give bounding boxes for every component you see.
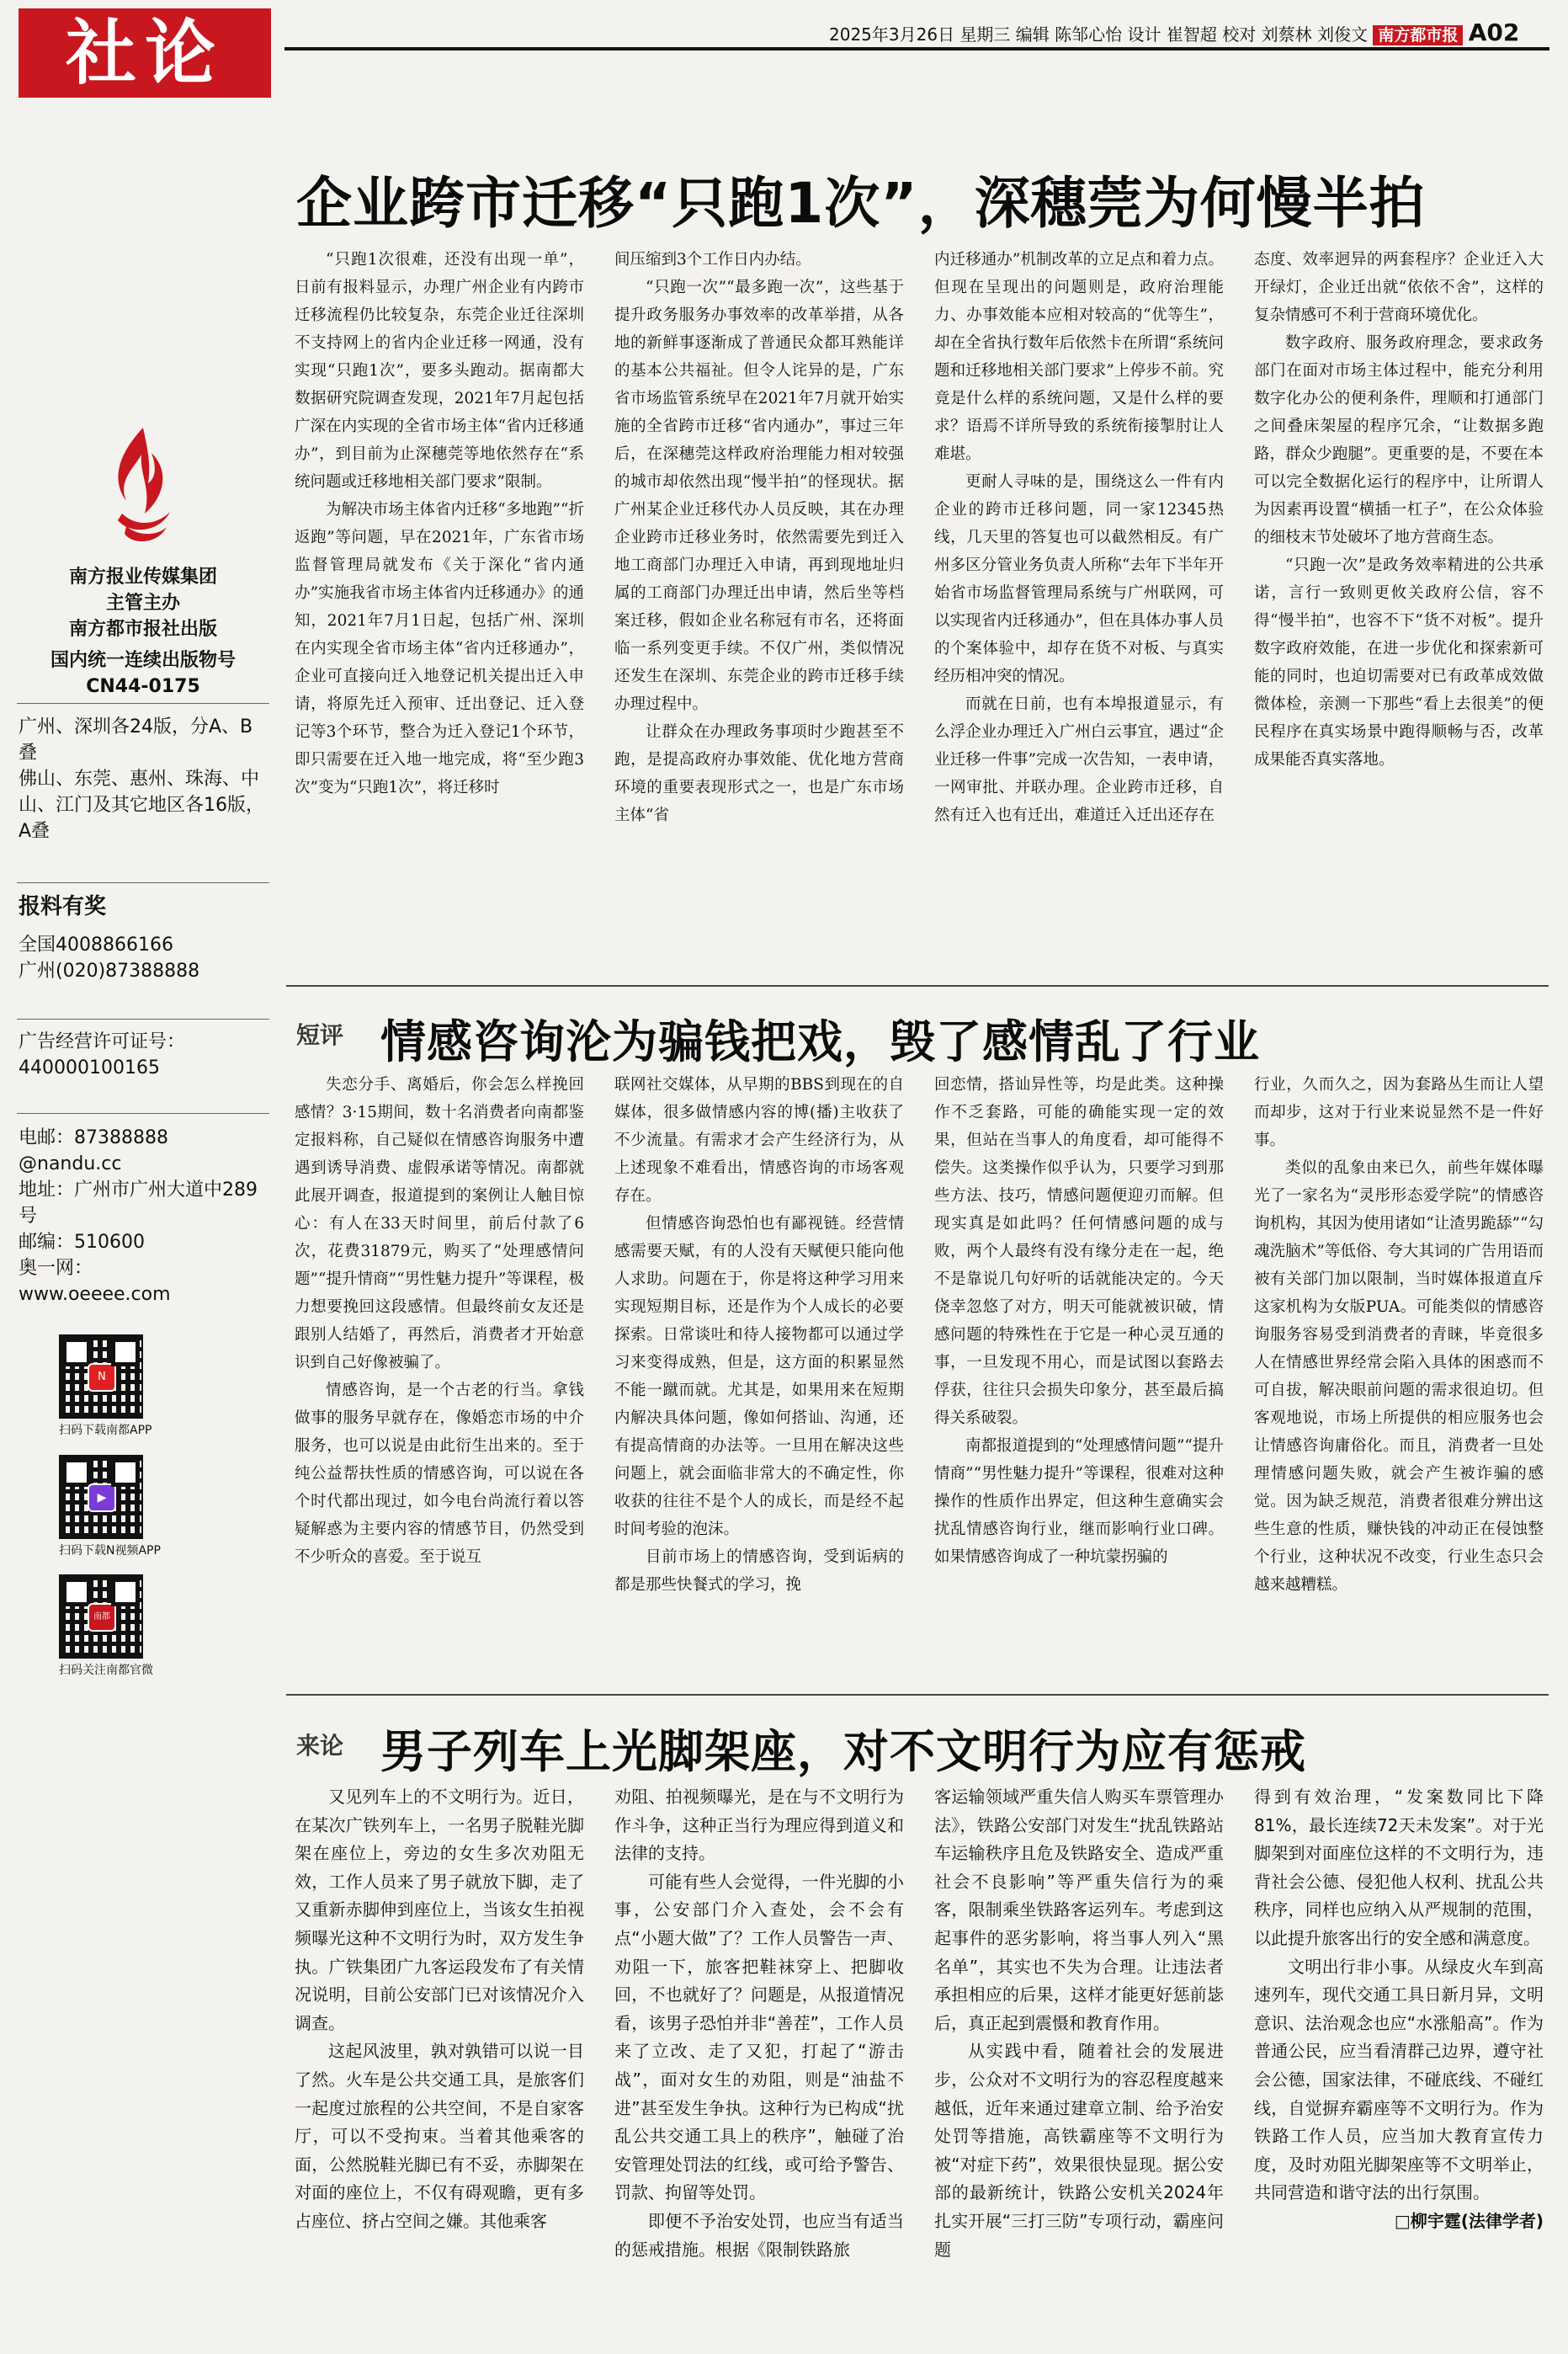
paragraph: 情感咨询，是一个古老的行当。拿钱做事的服务早就存在，像婚恋市场的中介服务，也可以说是由此衍生出来的。至于纯公益帮扶性质的情感咨询，可以说在各个时代都出现过，如今电台尚流行着以答疑解惑为主要内容的情感节目，仍然受到不少听众的喜爱。至于说互 [295,1382,584,1566]
contact-line: 电邮：87388888 [19,1127,168,1148]
article-3-label: 来论 [296,1732,344,1760]
article-2-title: 情感咨询沦为骗钱把戏，毁了感情乱了行业 [380,1015,1260,1068]
publisher-line: 南方报业传媒集团 [68,567,217,588]
paragraph: “只跑1次很难，还没有出现一单”，日前有报料显示，办理广州企业有内跨市迁移流程仍比较复杂，东莞企业迁往深圳不支持网上的省内企业迁移一网通，没有实现“只跑1次”，要多头跑动。据南都大数据研究院调查发现，2021年7月起包括广深在内实现的全省市场主体“省内迁移通办”，到目前为止深穗莞等地依然存在“系统问题或迁移地相关部门要求”限制。 [295,251,584,491]
serial-lines [17,647,269,700]
sidebar-divider [17,1113,269,1114]
article-3-col-3 [934,1783,1224,2330]
paragraph: 类似的乱象由来已久，前些年媒体曝光了一家名为“灵彤形态爱学院”的情感咨询机构，其因为使用诸如“让渣男跪舔”“勾魂洗脑术”等低俗、夸大其词的广告用语而被有关部门加以限制，当时媒体报道直斥这家机构为女版PUA。可能类似的情感咨询服务容易受到消费者的青睐，毕竟很多人在情感世界经常会陷入具体的困惑而不可自拔，解决眼前问题的需求很迫切。但客观地说，市场上所提供的相应服务也会让情感咨询庸俗化。而且，消费者一旦处理情感问题失败，就会产生被诈骗的感觉。因为缺乏规范，消费者很难分辨出这些生意的性质，赚快钱的冲动正在侵蚀整个行业，这种状况不改变，行业生态只会越来越糟糕。 [1254,1159,1544,1594]
article-2-col-4 [1254,1071,1544,1677]
paragraph: 更耐人寻味的是，围绕这么一件有内企业的跨市迁移问题，同一家12345热线，几天里的答复也可以截然相反。有广州多区分管业务负责人所称“去年下半年开始省市场监督管理局系统与广州联网，可以实现省内迁移通办”，但在具体办事人员的个案体验中，却存在货不对板、与真实经历相冲突的情况。 [934,473,1224,685]
article-2-col-3 [934,1071,1224,1677]
qr-code-video[interactable] [59,1455,143,1539]
paragraph: 文明出行非小事。从绿皮火车到高速列车，现代交通工具日新月异，文明意识、法治观念也应“水涨船高”。作为普通公民，应当看清群己边界，遵守社会公德，国家法律，不碰底线、不碰红线，自觉摒弃霸座等不文明行为。作为铁路工作人员，应当加大教育宣传力度，及时劝阻光脚架座等不文明举止，共同营造和谐守法的出行氛围。 [1254,1956,1544,2203]
section-divider [286,1694,1549,1696]
paragraph: 南都报道提到的“处理感情问题”“提升情商”“男性魅力提升”等课程，很难对这种操作的性质作出界定，但这种生意确实会扰乱情感咨询行业，继而影响行业口碑。如果情感咨询成了一种坑蒙拐骗的 [934,1437,1224,1566]
article-3-title: 男子列车上光脚架座，对不文明行为应有惩戒 [380,1725,1306,1778]
page-number: A02 [1468,19,1520,46]
paragraph: 从实践中看，随着社会的发展进步，公众对不文明行为的容忍程度越来越低，近年来通过建章立制、给予治安处罚等措施，高铁霸座等不文明行为被“对症下药”，效果很快显现。据公安部的最新统计，铁路公安机关2024年扎实开展“三打三防”专项行动，霸座问题 [934,2041,1224,2260]
publisher-block [17,421,269,700]
qr-badge: N [88,1363,116,1392]
paragraph: 但情感咨询恐怕也有鄙视链。经营情感需要天赋，有的人没有天赋便只能向他人求助。问题在于，你是将这种学习用来实现短期目标，还是作为个人成长的必要探索。日常谈吐和待人接物都可以通过学习来变得成熟，但是，这方面的积累显然不能一蹴而就。尤其是，如果用来在短期内解决具体问题，像如何搭讪、沟通，还有提高情商的办法等。一旦用在解决这些问题上，就会面临非常大的不确定性，你收获的往往不是个人的成长，而是经不起时间考验的泡沫。 [614,1215,904,1538]
article-2-col-1 [295,1071,584,1677]
report-block [19,894,271,984]
byline: □柳宇霆(法律学者) [1394,2210,1544,2231]
serial-line: CN44-0175 [86,676,200,697]
ad-license-block [19,1029,271,1081]
report-line: 全国4008866166 [19,935,173,956]
page-meta [829,19,1519,46]
paragraph: “只跑一次”“最多跑一次”，这些基于提升政务服务办事效率的改革举措，从各地的新鲜事逐渐成了普通民众都耳熟能详的基本公共福祉。但令人诧异的是，广东省市场监管系统早在2021年7月就开始实施的全省跨市迁移“省内通办”，事过三年后，在深穗莞这样政府治理能力相对较强的城市却依然出现“慢半拍”的怪现状。据广州某企业迁移代办人员反映，其在办理企业跨市迁移业务时，依然需要先到迁入地工商部门办理迁入申请，再到现地址归属的工商部门办理迁出申请，然后坐等档案迁移，假如企业名称冠有市名，还将面临一系列变更手续。不仅广州，类似情况还发生在深圳、东莞企业的跨市迁移手续办理过程中。 [614,279,904,713]
article-3-col-1 [295,1783,584,2330]
paragraph: 数字政府、服务政府理念，要求政务部门在面对市场主体过程中，能充分利用数字化办公的便利条件，理顺和打通部门之间叠床架屋的程序冗余，“让数据多跑路，群众少跑腿”。更重要的是，不要在本可以完全数据化运行的程序中，让所谓人为因素再设置“横插一杠子”，在公众体验的细枝末节处破坏了地方营商生态。 [1254,334,1544,546]
report-title: 报料有奖 [19,894,107,919]
qr-badge: ▶ [88,1483,116,1512]
paragraph: 间压缩到3个工作日内办结。 [614,251,811,269]
paragraph: 客运输领域严重失信人购买车票管理办法》，铁路公安部门对发生“扰乱铁路站车运输秩序且危及铁路安全、造成严重社会不良影响”等严重失信行为的乘客，限制乘坐铁路客运列车。考虑到这起事件的恶劣影响，将当事人列入“黑名单”，其实也不失为合理。让违法者承担相应的后果，这样才能更好惩前毖后，真正起到震慑和教育作用。 [934,1787,1224,2033]
paragraph: “只跑一次”是政务效率精进的公共承诺，言行一致则更攸关政府公信，容不得“慢半拍”，也容不下“货不对板”。提升数字政府效能，在进一步优化和探索新可能的同时，也迫切需要对已有政革成效做微体检，亲测一下那些“看上去很美”的便民程序在真实场景中跑得顺畅与否，改革成果能否真实落地。 [1254,557,1544,769]
serial-line: 国内统一连续出版物号 [50,650,236,671]
article-3-col-4 [1254,1783,1544,2330]
contact-line: 邮编：510600 [19,1232,145,1253]
qr-caption: 扫码关注南都官微 [59,1664,153,1677]
report-line: 广州(020)87388888 [19,961,200,982]
article-1-col-3 [934,246,1224,970]
contact-line: @nandu.cc [19,1153,122,1174]
qr-caption: 扫码下载N视频APP [59,1544,161,1558]
paragraph: 行业，久而久之，因为套路丛生而让人望而却步，这对于行业来说显然不是一件好事。 [1254,1076,1544,1149]
paragraph: 内迁移通办”机制改革的立足点和着力点。但现在呈现出的问题则是，政府治理能力、办事效能本应相对较高的“优等生”，却在全省执行数年后依然卡在所谓“系统问题和迁移地相关部门要求”上停步不前。究竟是什么样的系统问题，又是什么样的要求？语焉不详所导致的系统衔接掣肘让人难堪。 [934,251,1224,463]
contact-line: 地址：广州市广州大道中289号 [19,1180,258,1227]
qr-caption: 扫码下载南都APP [59,1424,152,1437]
article-1-col-4 [1254,246,1544,970]
ad-license-number: 440000100165 [19,1057,160,1078]
publisher-line: 主管主办 [105,593,180,614]
paragraph: 为解决市场主体省内迁移“多地跑”“折返跑”等问题，早在2021年，广东省市场监督管理局就发布《关于深化“省内通办”实施我省市场主体省内迁移通办》的通知，2021年7月1日起，包括广州、深圳在内实现全省市场主体“省内迁移通办”，企业可直接向迁入地登记机关提出迁入申请，将原先迁入预审、迁出登记、迁入登记等3个环节，整合为迁入登记1个环节，即只需要在迁入地一地完成，将“至少跑3次”变为“只跑1次”，将迁移时 [295,501,584,796]
article-2-col-2 [614,1071,904,1677]
paragraph: 即便不予治安处罚，也应当有适当的惩戒措施。根据《限制铁路旅 [614,2210,904,2260]
paragraph: 劝阻、拍视频曝光，是在与不文明行为作斗争，这种正当行为理应得到道义和法律的支持。 [614,1787,904,1864]
paragraph: 态度、效率迥异的两套程序？企业迁入大开绿灯，企业迁出就“依依不舍”，这样的复杂情感可不利于营商环境优化。 [1254,251,1544,324]
section-divider [286,985,1549,987]
sidebar-divider [17,703,269,704]
contact-block [19,1125,271,1307]
contact-line: 奥一网： [19,1258,93,1279]
publisher-lines [17,564,269,642]
brand-logo: 南方都市报 [1373,25,1463,45]
publisher-line: 南方都市报社出版 [68,619,217,640]
page-design: 设计 崔智超 [1127,24,1217,45]
article-1-title: 企业跨市迁移“只跑1次”，深穗莞为何慢半拍 [296,171,1426,236]
paragraph: 联网社交媒体，从早期的BBS到现在的自媒体，很多做情感内容的博(播)主收获了不少流量。有需求才会产生经济行为，从上述现象不难看出，情感咨询的市场客观存在。 [614,1076,904,1205]
paragraph: 目前市场上的情感咨询，受到诟病的都是那些快餐式的学习，挽 [614,1548,904,1594]
flame-logo-icon [93,421,194,547]
sidebar-divider [17,1019,269,1020]
article-1-col-1 [295,246,584,970]
paragraph: 得到有效治理，“发案数同比下降81%，最长连续72天未发案”。对于光脚架到对面座位这样的不文明行为，违背社会公德、侵犯他人权利、扰乱公共秩序，同样也应纳入从严规制的范围，以此提升旅客出行的安全感和满意度。 [1254,1787,1544,1948]
top-rule [284,47,1549,51]
article-2-label: 短评 [296,1021,344,1049]
ad-license-title: 广告经营许可证号： [19,1031,186,1052]
qr-code-wechat[interactable] [59,1574,143,1659]
editions-note: 广州、深圳各24版，分A、B叠 佛山、东莞、惠州、珠海、中山、江门及其它地区各16版，A叠 [19,716,264,842]
paragraph: 又见列车上的不文明行为。近日，在某次广铁列车上，一名男子脱鞋光脚架在座位上，旁边的女生多次劝阻无效，工作人员来了男子就放下脚，走了又重新赤脚伸到座位上，当该女生拍视频曝光这种不文明行为时，双方发生争执。广铁集团广九客运段发布了有关情况说明，目前公安部门已对该情况介入调查。 [295,1787,584,2033]
page-date: 2025年3月26日 [829,24,955,45]
paragraph: 可能有些人会觉得，一件光脚的小事，公安部门介入查处，会不会有点“小题大做”了？工作人员警告一声、劝阻一下，旅客把鞋袜穿上、把脚收回，不也就好了？问题是，从报道情况看，该男子恐怕并非“善茬”，工作人员来了立改、走了又犯，打起了“游击战”，面对女生的劝阻，则是“油盐不进”甚至发生争执。这种行为已构成“扰乱公共交通工具上的秩序”，触碰了治安管理处罚法的红线，或可给予警告、罚款、拘留等处罚。 [614,1871,904,2203]
contact-line: www.oeeee.com [19,1284,171,1305]
paragraph: 而就在日前，也有本埠报道显示，有么浮企业办理迁入广州白云事宜，遇过“企业迁移一件事”完成一次告知，一表申请，一网审批、并联办理。企业跨市迁移，自然有迁入也有迁出，难道迁入迁出还存在 [934,695,1224,824]
qr-badge: 南都 [88,1603,116,1632]
sidebar-divider [17,882,269,883]
paragraph: 让群众在办理政务事项时少跑甚至不跑，是提高政府办事效能、优化地方营商环境的重要表现形式之一，也是广东市场主体“省 [614,723,904,824]
section-tag: 社论 [19,8,271,98]
paragraph: 回恋情，搭讪异性等，均是此类。这种操作不乏套路，可能的确能实现一定的效果，但站在当事人的角度看，却可能得不偿失。这类操作似乎认为，只要学习到那些方法、技巧，情感问题便迎刃而解。但现实真是如此吗？任何情感问题的成与败，两个人最终有没有缘分走在一起，绝不是靠说几句好听的话就能决定的。今天侥幸忽悠了对方，明天可能就被识破，情感问题的特殊性在于它是一种心灵互通的事，一旦发现不用心，而是试图以套路去俘获，往往只会损失印象分，甚至最后搞得关系破裂。 [934,1076,1224,1427]
article-3-col-2 [614,1783,904,2330]
page-weekday: 星期三 [959,24,1011,45]
page-proof: 校对 刘蔡林 刘俊文 [1222,24,1368,45]
paragraph: 这起风波里，孰对孰错可以说一目了然。火车是公共交通工具，是旅客们一起度过旅程的公共空间，不是自家客厅，可以不受拘束。当着其他乘客的面，公然脱鞋光脚已有不妥，赤脚架在对面的座位上，不仅有碍观瞻，更有多占座位、挤占空间之嫌。其他乘客 [295,2041,584,2231]
paragraph: 失恋分手、离婚后，你会怎么样挽回感情？3·15期间，数十名消费者向南都鉴定报料称，自己疑似在情感咨询服务中遭遇到诱导消费、虚假承诺等情况。南都就此展开调查，报道提到的案例让人触目惊心：有人在33天时间里，前后付款了6次，花费31879元，购买了“处理感情问题”“提升情商”“男性魅力提升”等课程，极力想要挽回这段感情。但最终前女友还是跟别人结婚了，再然后，消费者才开始意识到自己好像被骗了。 [295,1076,584,1371]
page-editor: 编辑 陈邹心怡 [1015,24,1123,45]
article-1-col-2 [614,246,904,970]
qr-code-app[interactable] [59,1334,143,1419]
